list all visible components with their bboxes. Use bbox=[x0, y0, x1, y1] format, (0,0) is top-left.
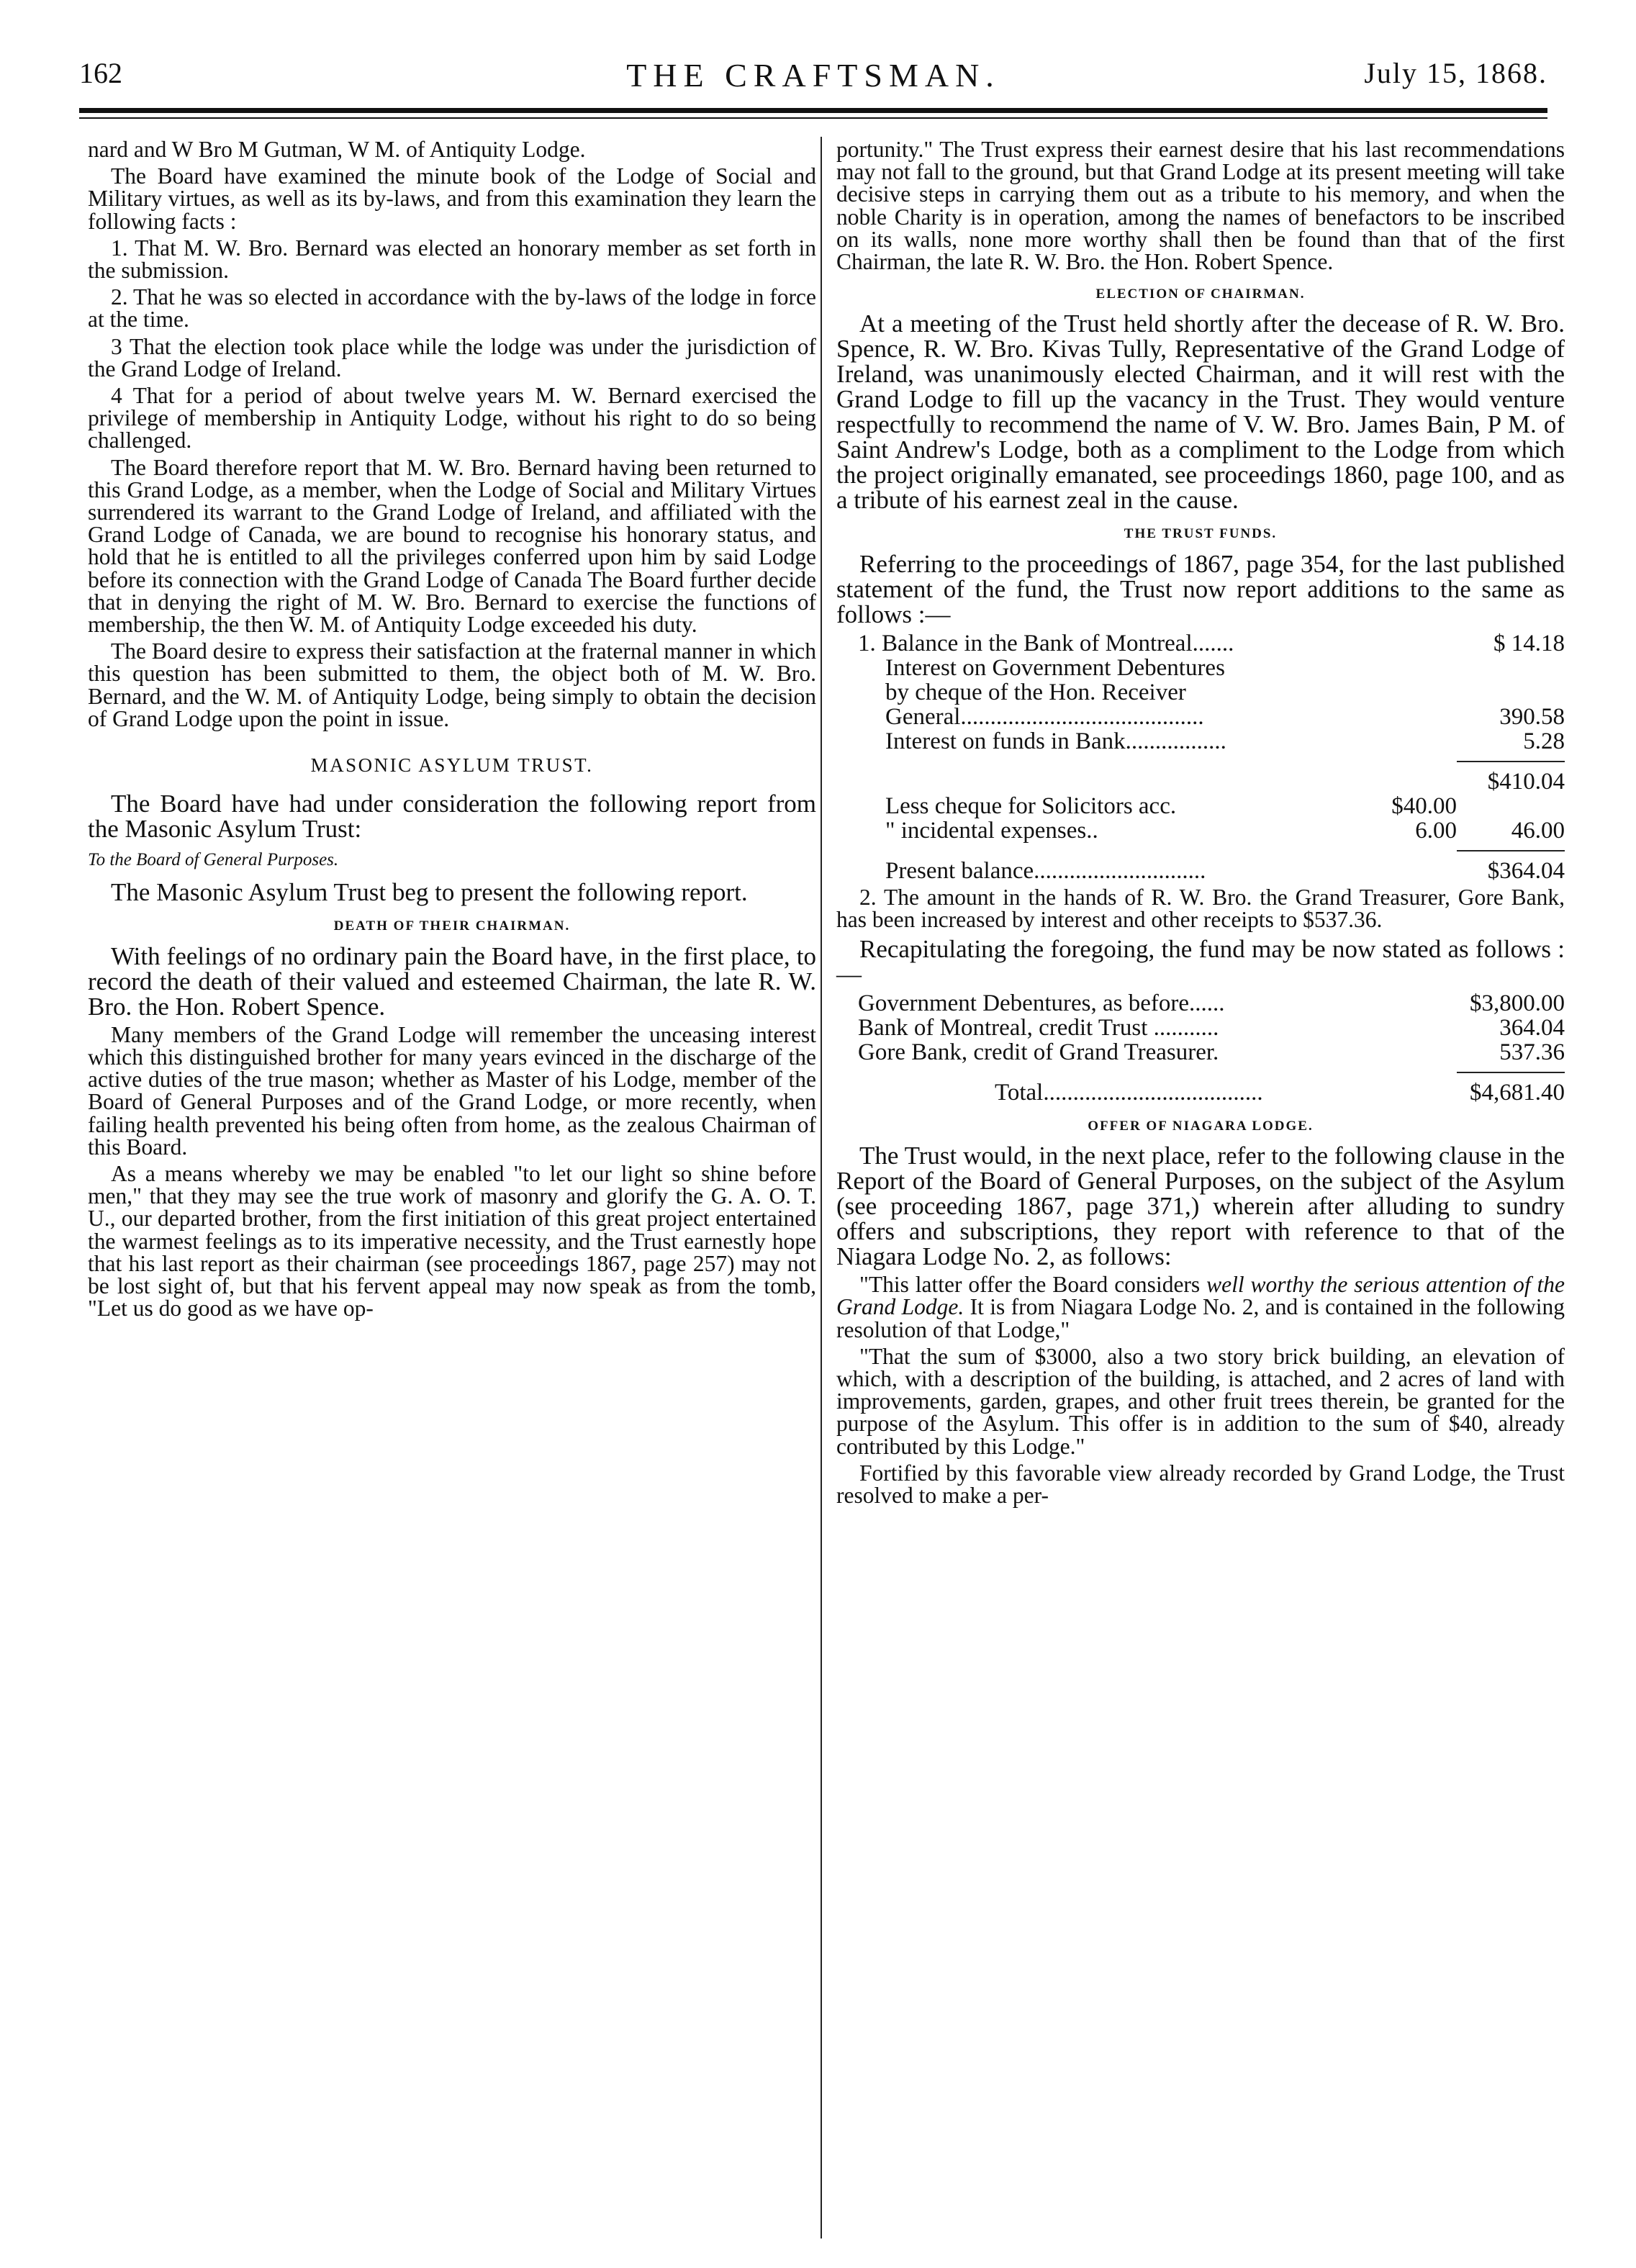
table-row bbox=[836, 1016, 1565, 1040]
paragraph: Referring to the proceedings of 1867, page 354, for the last published statement of the fund, the Trust now report additions to the same as follows :— bbox=[836, 549, 1565, 628]
fact-item: 4 That for a period of about twelve years M. W. Bernard exercised the privilege of membership in Antiquity Lodge, without his right to do so being challenged. bbox=[88, 383, 816, 453]
paragraph: The Board therefore report that M. W. Bro. Bernard having been returned to this Grand Lodge, as a member, when the Lodge of Social and Military Virtues surrendered its warrant to the Grand Lodge of Ireland, and affiliated with the Grand Lodge of Canada, we are bound to recognise his honorary status, and hold that he is entitled to all the privileges conferred upon him by said Lodge before its connection with the Grand Lodge of Canada The Board further decide that in denying the right of M. W. Bro. Bernard to exercise the functions of membership, the then W. M. of Antiquity Lodge exceeded his duty. bbox=[88, 454, 816, 638]
table-row bbox=[836, 729, 1565, 754]
issue-date: July 15, 1868. bbox=[1364, 57, 1547, 89]
row-amount: $ 14.18 bbox=[1493, 630, 1565, 656]
paragraph: The Masonic Asylum Trust beg to present the following report. bbox=[111, 878, 748, 907]
fund-recap-table bbox=[836, 991, 1565, 1105]
fact-item: 2. That he was so elected in accordance with the by-laws of the lodge in force at the time. bbox=[88, 284, 816, 333]
paragraph: 2. The amount in the hands of R. W. Bro. the Grand Treasurer, Gore Bank, has been increased by interest and other receipts to $537.36. bbox=[836, 884, 1565, 932]
row-amount: 537.36 bbox=[1499, 1039, 1565, 1066]
fund-additions-table bbox=[836, 631, 1565, 883]
fact-item: 1. That M. W. Bro. Bernard was elected an honorary member as set forth in the submission. bbox=[88, 235, 816, 284]
right-column bbox=[836, 138, 1565, 1511]
publication-title: THE CRAFTSMAN. bbox=[626, 57, 1000, 94]
addressee-line: To the Board of General Purposes. bbox=[88, 850, 339, 870]
row-label: Less cheque for Solicitors acc. bbox=[885, 792, 1177, 819]
row-label: Bank of Montreal, credit Trust ........... bbox=[858, 1015, 1219, 1042]
paragraph: nard and W Bro M Gutman, W M. of Antiquity Lodge. bbox=[88, 137, 586, 162]
quote-text: "This latter offer the Board considers bbox=[859, 1272, 1207, 1298]
table-row bbox=[836, 859, 1565, 883]
row-amount: 5.28 bbox=[1523, 728, 1565, 754]
subtotal-amount: $410.04 bbox=[1487, 768, 1565, 795]
row-label: " incidental expenses.. bbox=[885, 817, 1098, 844]
row-label: General......................................... bbox=[885, 703, 1204, 730]
table-row bbox=[836, 991, 1565, 1016]
table-row bbox=[836, 769, 1565, 794]
row-sub-amount: $40.00 bbox=[1391, 792, 1457, 819]
row-label: by cheque of the Hon. Receiver bbox=[885, 679, 1186, 705]
paragraph: The Board have had under consideration the following report from the Masonic Asylum Trust: bbox=[88, 790, 816, 844]
paragraph: Fortified by this favorable view already recorded by Grand Lodge, the Trust resolved to make a per- bbox=[836, 1460, 1565, 1509]
table-row bbox=[836, 1040, 1565, 1065]
row-label: Interest on funds in Bank................. bbox=[885, 728, 1226, 754]
table-row bbox=[836, 680, 1565, 705]
table-row bbox=[836, 818, 1565, 843]
page-number: 162 bbox=[79, 57, 122, 89]
page-header bbox=[79, 56, 1547, 107]
table-row bbox=[836, 705, 1565, 729]
paragraph: Many members of the Grand Lodge will remember the unceasing interest which this distinguished brother for many years evinced in the discharge of the active duties of the true mason; whether as Master of his Lodge, member of the Board of General Purposes and of the Grand Lodge, or more recently, when failing health prevented his being often from home, as the zealous Chairman of this Board. bbox=[88, 1021, 816, 1160]
row-amount: 390.58 bbox=[1499, 703, 1565, 730]
fact-item: 3 That the election took place while the lodge was under the jurisdiction of the Grand Lodge of Ireland. bbox=[88, 333, 816, 381]
row-amount: $3,800.00 bbox=[1470, 990, 1565, 1017]
row-label: Total..................................... bbox=[995, 1080, 1263, 1106]
table-row bbox=[836, 1080, 1565, 1105]
header-rule-thin bbox=[79, 117, 1547, 119]
column-divider bbox=[821, 137, 822, 2238]
paragraph: The Board have examined the minute book of the Lodge of Social and Military virtues, as well as its by-laws, and from this examination they learn the following facts : bbox=[88, 163, 816, 234]
subsection-heading: OFFER OF NIAGARA LODGE. bbox=[1088, 1119, 1314, 1134]
table-row bbox=[836, 656, 1565, 680]
row-amount: $4,681.40 bbox=[1470, 1080, 1565, 1106]
table-row bbox=[836, 631, 1565, 656]
quoted-paragraph: "That the sum of $3000, also a two story brick building, an elevation of which, with a description of the building, is attached, and 2 acres of land with improvements, garden, grapes, and other fruit trees therein, be granted for the purpose of the Asylum. This offer is in addition to the sum of $40, already contributed by this Lodge." bbox=[836, 1343, 1565, 1459]
paragraph: Recapitulating the foregoing, the fund may be now stated as follows :— bbox=[836, 935, 1565, 989]
sum-rule bbox=[836, 1072, 1565, 1073]
left-column bbox=[88, 138, 816, 1324]
section-heading: MASONIC ASYLUM TRUST. bbox=[310, 754, 594, 777]
quote-text: It is from Niagara Lodge No. 2, and is contained in the following resolution of that Lodge," bbox=[836, 1294, 1565, 1342]
sum-rule bbox=[836, 850, 1565, 851]
quoted-paragraph bbox=[836, 1273, 1565, 1341]
paragraph: The Trust would, in the next place, refer to the following clause in the Report of the Board of General Purposes, on the subject of the Asylum (see proceeding 1867, page 371,) wherein after alluding to sundry offers and subscriptions, they report with reference to that of the Niagara Lodge No. 2, as follows: bbox=[836, 1142, 1565, 1271]
table-row bbox=[836, 794, 1565, 818]
row-label: Present balance............................. bbox=[885, 857, 1206, 884]
row-sub-amount: 6.00 bbox=[1415, 817, 1457, 844]
row-label: Gore Bank, credit of Grand Treasurer. bbox=[858, 1039, 1219, 1066]
subsection-heading: ELECTION OF CHAIRMAN. bbox=[1095, 286, 1306, 302]
paragraph: portunity." The Trust express their earnest desire that his last recommendations may not fall to the ground, but that Grand Lodge at its present meeting will take decisive steps in carrying them out as a tribute to his memory, and when the noble Charity is in operation, among the names of benefactors to be inscribed on its walls, none more worthy shall then be found than that of the first Chairman, the late R. W. Bro. the Hon. Robert Spence. bbox=[836, 137, 1565, 275]
paragraph: As a means whereby we may be enabled "to let our light so shine before men," that they may see the true work of masonry and glorify the G. A. O. T. U., our departed brother, from the first initiation of this great project entertained the warmest feelings as to its imperative necessity, and the Trust earnestly hope that his last report as their chairman (see proceedings 1867, page 257) may not be lost sight of, but that his fervent appeal may now speak as from the tomb, "Let us do good as we have op- bbox=[88, 1160, 816, 1322]
row-label: Interest on Government Debentures bbox=[885, 654, 1225, 681]
subsection-heading: DEATH OF THEIR CHAIRMAN. bbox=[333, 918, 571, 934]
row-amount: $364.04 bbox=[1487, 857, 1565, 884]
paragraph: At a meeting of the Trust held shortly after the decease of R. W. Bro. Spence, R. W. Bro. Kivas Tully, Representative of the Grand Lodge of Ireland, was unanimously elected Chairman, and it will rest with the Grand Lodge to fill up the vacancy in the Trust. They would venture respectfully to recommend the name of V. W. Bro. James Bain, P M. of Saint Andrew's Lodge, both as a compliment to the Lodge from which the project originally emanated, see proceedings 1860, page 100, and as a tribute of his earnest zeal in the cause. bbox=[836, 310, 1565, 515]
paragraph: With feelings of no ordinary pain the Board have, in the first place, to record the death of their valued and esteemed Chairman, the late R. W. Bro. the Hon. Robert Spence. bbox=[88, 941, 816, 1021]
sum-rule bbox=[836, 761, 1565, 762]
row-label: Government Debentures, as before...... bbox=[858, 990, 1225, 1017]
paragraph: The Board desire to express their satisfaction at the fraternal manner in which this question has been submitted to them, the object both of M. W. Bro. Bernard, and the W. M. of Antiquity Lodge, being simply to obtain the decision of Grand Lodge upon the point in issue. bbox=[88, 638, 816, 731]
row-label: 1. Balance in the Bank of Montreal....... bbox=[858, 630, 1234, 656]
row-amount: 46.00 bbox=[1511, 817, 1565, 844]
subsection-heading: THE TRUST FUNDS. bbox=[1124, 526, 1278, 542]
quote-emphasis: well worthy the serious attention of the Grand Lodge. bbox=[836, 1272, 1565, 1320]
header-rule-thick bbox=[79, 108, 1547, 113]
row-amount: 364.04 bbox=[1499, 1015, 1565, 1042]
